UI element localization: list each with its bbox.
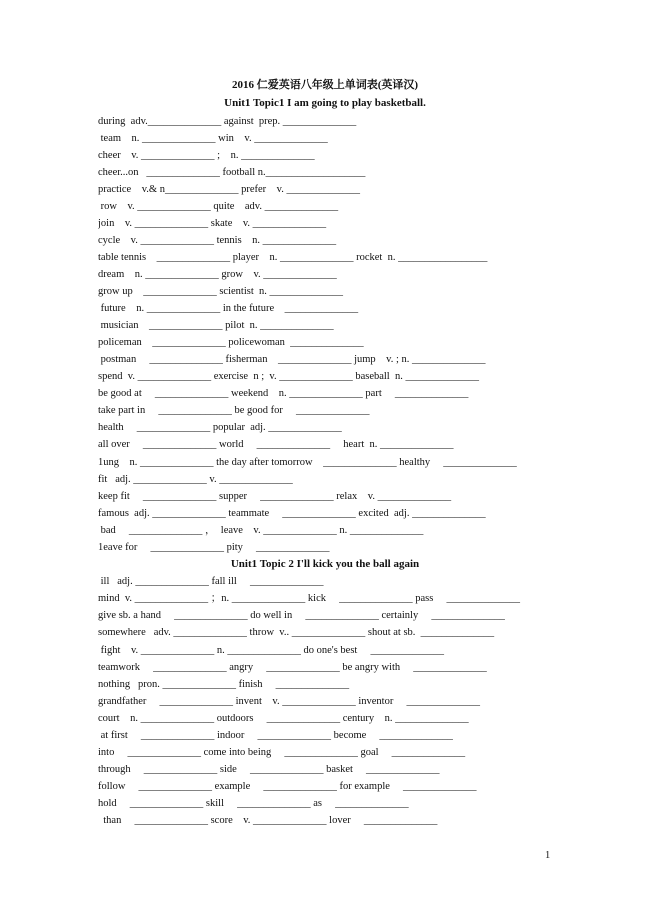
vocab-row: during adv.______________ against prep. ______________ bbox=[98, 115, 357, 127]
vocab-row: table tennis ______________ player n. ______________ rocket n. _________________ bbox=[98, 251, 488, 263]
vocab-row: famous adj. ______________ teammate ______________ excited adj. ______________ bbox=[98, 507, 486, 519]
vocab-row: be good at ______________ weekend n. ______________ part ______________ bbox=[98, 388, 469, 400]
vocab-row: at first ______________ indoor ______________ become ______________ bbox=[98, 729, 453, 741]
vocab-row: hold ______________ skill ______________ as ______________ bbox=[98, 797, 409, 809]
section-heading: Unit1 Topic1 I am going to play basketball. bbox=[224, 97, 426, 109]
vocab-row: than ______________ score v. ______________ lover ______________ bbox=[98, 815, 438, 826]
vocab-row: bad ______________ ， leave v. ______________ n. ______________ bbox=[98, 524, 424, 536]
vocab-row: cheer...on ______________ football n.___________________ bbox=[98, 166, 366, 178]
vocab-row: team n. ______________ win v. ______________ bbox=[98, 132, 328, 144]
vocab-row: musician ______________ pilot n. ______________ bbox=[98, 320, 334, 332]
vocab-row: nothing pron. ______________ finish ______________ bbox=[98, 678, 350, 690]
vocab-row: ill adj. ______________ fall ill ______________ bbox=[98, 576, 324, 588]
vocab-row: grow up ______________ scientist n. ______________ bbox=[98, 286, 343, 297]
vocab-row: 1ung n. ______________ the day after tomorrow ______________ healthy ______________ bbox=[98, 456, 517, 468]
vocab-row: teamwork ______________ angry ______________ be angry with ______________ bbox=[98, 661, 487, 673]
page-number: 1 bbox=[545, 850, 551, 861]
vocab-row: row v. ______________ quite adv. ______________ bbox=[98, 200, 339, 212]
vocab-row: give sb. a hand ______________ do well in ______________ certainly ______________ bbox=[98, 610, 505, 622]
vocab-row: spend v. ______________ exercise n ; v. ______________ baseball n. ______________ bbox=[98, 371, 479, 383]
vocab-row: 1eave for ______________ pity ______________ bbox=[98, 541, 330, 553]
vocab-row: into ______________ come into being ______________ goal ______________ bbox=[98, 746, 466, 758]
vocab-row: court n. ______________ outdoors ______________ century n. ______________ bbox=[98, 712, 469, 724]
vocab-row: somewhere adv. ______________ throw v.. ______________ shout at sb. ______________ bbox=[98, 627, 495, 639]
vocab-row: take part in ______________ be good for ______________ bbox=[98, 405, 370, 417]
vocab-row: grandfather ______________ invent v. ______________ inventor ______________ bbox=[98, 695, 480, 707]
vocab-row: mind v. ______________ ；n. ______________ kick ______________ pass ______________ bbox=[98, 593, 520, 605]
vocab-row: keep fit ______________ supper ______________ relax v. ______________ bbox=[98, 490, 452, 502]
vocab-row: postman ______________ fisherman ______________ jump v. ; n. ______________ bbox=[98, 354, 486, 366]
vocab-row: future n. ______________ in the future ______________ bbox=[98, 303, 359, 315]
vocab-row: fight v. ______________ n. ______________ do one's best ______________ bbox=[98, 644, 444, 656]
vocab-row: cheer v. ______________ ; n. ______________ bbox=[98, 149, 315, 161]
vocab-row: health ______________ popular adj. ______________ bbox=[98, 422, 342, 434]
vocab-row: fit adj. ______________ v. ______________ bbox=[98, 473, 293, 485]
vocab-row: through ______________ side ______________ basket ______________ bbox=[98, 763, 440, 775]
vocab-row: follow ______________ example ______________ for example ______________ bbox=[98, 780, 477, 792]
section-heading: Unit1 Topic 2 I'll kick you the ball again bbox=[230, 557, 420, 570]
vocab-row: policeman ______________ policewoman ______________ bbox=[98, 337, 364, 349]
document-title: 2016 仁爱英语八年级上单词表(英译汉) bbox=[231, 79, 419, 91]
vocab-row: join v. ______________ skate v. ______________ bbox=[98, 217, 327, 229]
vocab-row: practice v.& n______________ prefer v. ______________ bbox=[98, 183, 360, 195]
vocab-row: cycle v. ______________ tennis n. ______________ bbox=[98, 234, 337, 246]
vocab-row: dream n. ______________ grow v. ______________ bbox=[98, 268, 337, 280]
vocab-row: all over ______________ world ______________ heart n. ______________ bbox=[98, 439, 454, 451]
